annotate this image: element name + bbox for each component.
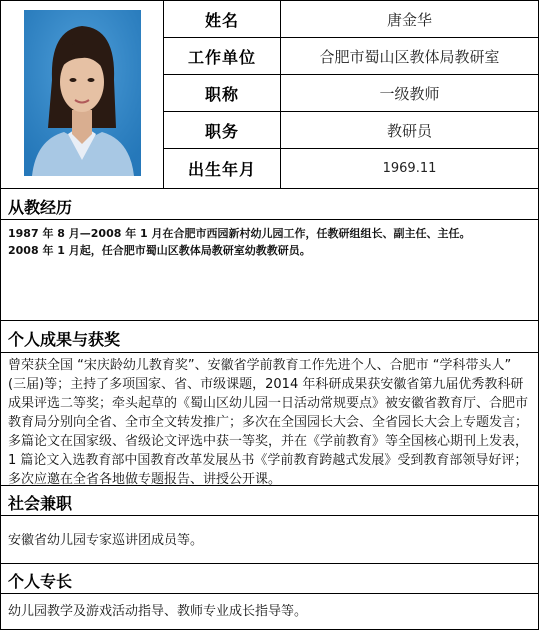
divider — [1, 593, 538, 594]
experience-heading: 从教经历 — [8, 198, 73, 217]
position-label: 职务 — [204, 121, 239, 141]
experience-line: 1987 年 8 月—2008 年 1 月在合肥市西园新村幼儿园工作，任教研组组长、副主任、主任。 — [8, 227, 471, 240]
divider — [1, 515, 538, 516]
social-heading: 社会兼职 — [8, 494, 73, 513]
achievements-body: 曾荣获全国 “宋庆龄幼儿教育奖”、安徽省学前教育工作先进个人、合肥市 “学科带头人” (三届)等；主持了多项国家、省、市级课题，2014 年科研成果获安徽省第九届优秀教科研成果评选二等奖；牵头起草的《蜀山区幼儿园一日活动常规要点》被安徽省教育厅、合肥市教育局分别向全省、全市全文转发推广；多次在全国园长大会、全省园长大会上专题发言；多篇论文在国家级、省级论文评选中获一等奖，并在《学前教育》等全国核心期刊上发表，1 篇论文入选教育部中国教育改革发展丛书《学前教育跨越式发展》受到教育部领导好评；多次应邀在全省各地做专题报告、讲授公开课。 — [8, 358, 529, 487]
expertise-heading: 个人专长 — [8, 572, 73, 591]
name-value: 唐金华 — [386, 10, 432, 29]
divider — [1, 563, 538, 564]
achievements-heading: 个人成果与获奖 — [8, 330, 121, 349]
birth-label: 出生年月 — [187, 160, 256, 179]
expertise-body: 幼儿园教学及游戏活动指导、教师专业成长指导等。 — [8, 604, 308, 619]
name-label: 姓名 — [204, 10, 239, 30]
photo-cell — [1, 1, 164, 188]
divider — [1, 352, 538, 353]
birth-value: 1969.11 — [382, 161, 437, 176]
title-label: 职称 — [204, 84, 239, 104]
header-labels — [164, 1, 281, 188]
experience-body — [8, 225, 532, 259]
unit-label: 工作单位 — [187, 47, 256, 67]
header-values — [281, 1, 538, 188]
social-body: 安徽省幼儿园专家巡讲团成员等。 — [8, 533, 204, 548]
portrait-photo — [24, 10, 141, 176]
title-value: 一级教师 — [379, 84, 440, 103]
divider — [1, 188, 538, 189]
unit-value: 合肥市蜀山区教体局教研室 — [319, 47, 500, 66]
position-value: 教研员 — [386, 121, 432, 140]
divider — [1, 320, 538, 321]
divider — [1, 219, 538, 220]
experience-line: 2008 年 1 月起，任合肥市蜀山区教体局教研室幼教教研员。 — [8, 244, 311, 257]
